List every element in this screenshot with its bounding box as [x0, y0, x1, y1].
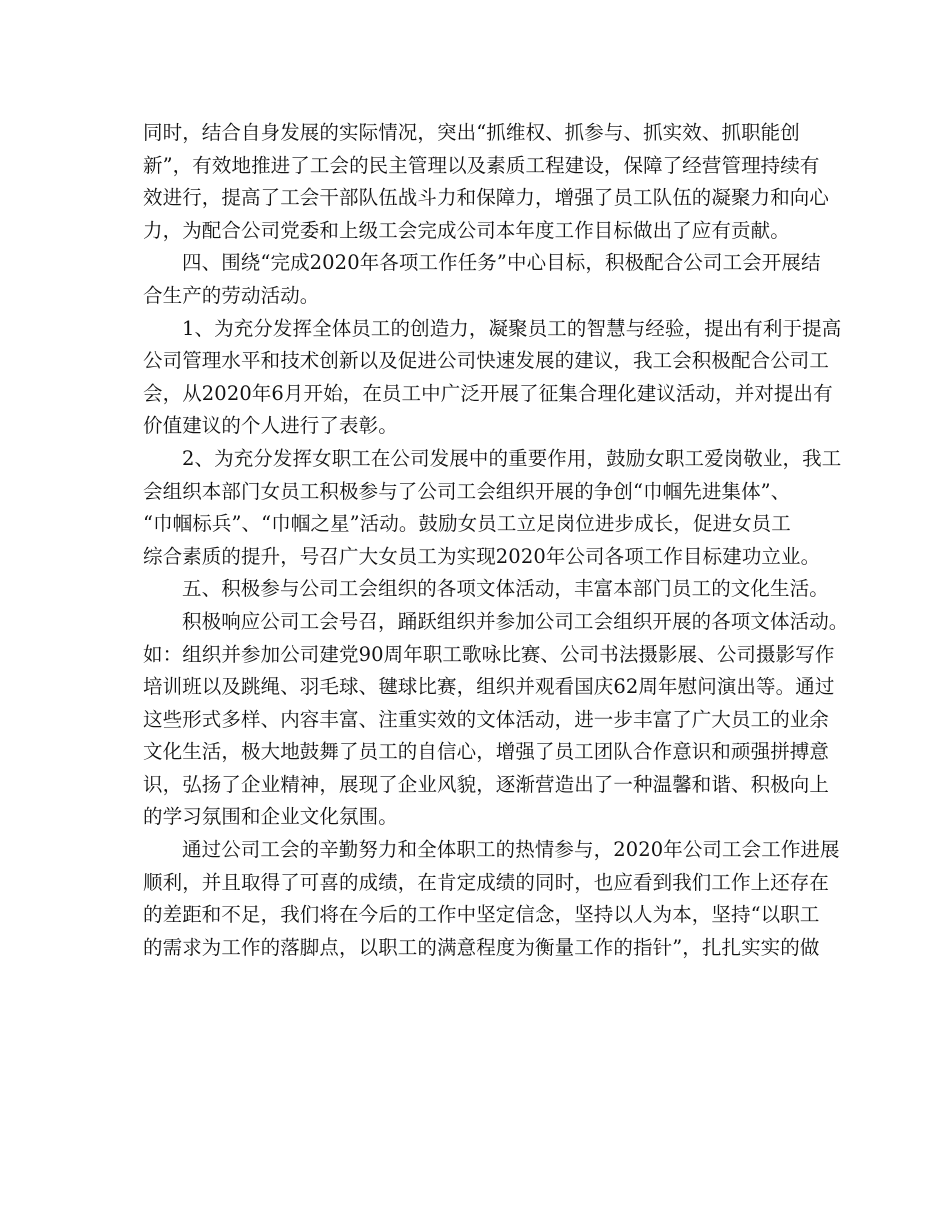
document-body [143, 117, 849, 964]
text-line: 价值建议的个人进行了表彰。 [143, 414, 398, 438]
text-line: 会，从2020年6月开始，在员工中广泛开展了征集合理化建议活动，并对提出有 [143, 381, 833, 405]
text-line: 的学习氛围和企业文化氛围。 [143, 805, 398, 829]
text-line: 效进行，提高了工会干部队伍战斗力和保障力，增强了员工队伍的凝聚力和向心 [143, 186, 830, 210]
text-line: 通过公司工会的辛勤努力和全体职工的热情参与，2020年公司工会工作进展 [182, 838, 840, 862]
text-line: 的需求为工作的落脚点，以职工的满意程度为衡量工作的指针”，扎扎实实的做 [143, 935, 820, 959]
text-line: 培训班以及跳绳、羽毛球、毽球比赛，组织并观看国庆62周年慰问演出等。通过 [143, 675, 835, 699]
text-line: 五、积极参与公司工会组织的各项文体活动，丰富本部门员工的文化生活。 [182, 577, 829, 601]
text-line: 四、围绕“完成2020年各项工作任务”中心目标，积极配合公司工会开展结 [182, 251, 821, 275]
text-line: 的差距和不足，我们将在今后的工作中坚定信念，坚持以人为本，坚持“以职工 [143, 903, 820, 927]
text-line: 这些形式多样、内容丰富、注重实效的文体活动，进一步丰富了广大员工的业余 [143, 707, 830, 731]
text-line: 如：组织并参加公司建党90周年职工歌咏比赛、公司书法摄影展、公司摄影写作 [143, 642, 835, 666]
text-line: “巾帼标兵”、“巾帼之星”活动。鼓励女员工立足岗位进步成长，促进女员工 [143, 512, 791, 536]
text-line: 新”，有效地推进了工会的民主管理以及素质工程建设，保障了经营管理持续有 [143, 153, 820, 177]
text-line: 2、为充分发挥女职工在公司发展中的重要作用，鼓励女职工爱岗敬业，我工 [182, 446, 842, 470]
text-line: 会组织本部门女员工积极参与了公司工会组织开展的争创“巾帼先进集体”、 [143, 479, 791, 503]
text-line: 合生产的劳动活动。 [143, 283, 320, 307]
text-line: 公司管理水平和技术创新以及促进公司快速发展的建议，我工会积极配合公司工 [143, 349, 830, 373]
text-line: 积极响应公司工会号召，踊跃组织并参加公司工会组织开展的各项文体活动。 [182, 609, 849, 633]
text-line: 力，为配合公司党委和上级工会完成公司本年度工作目标做出了应有贡献。 [143, 218, 790, 242]
text-line: 顺利，并且取得了可喜的成绩，在肯定成绩的同时，也应看到我们工作上还存在 [143, 870, 830, 894]
text-line: 1、为充分发挥全体员工的创造力，凝聚员工的智慧与经验，提出有利于提高 [182, 316, 842, 340]
text-line: 同时，结合自身发展的实际情况，突出“抓维权、抓参与、抓实效、抓职能创 [143, 121, 800, 144]
text-line: 文化生活，极大地鼓舞了员工的自信心，增强了员工团队合作意识和顽强拼搏意 [143, 740, 830, 764]
text-line: 识，弘扬了企业精神，展现了企业风貌，逐渐营造出了一种温馨和谐、积极向上 [143, 772, 830, 796]
text-line: 综合素质的提升，号召广大女员工为实现2020年公司各项工作目标建功立业。 [143, 544, 821, 568]
